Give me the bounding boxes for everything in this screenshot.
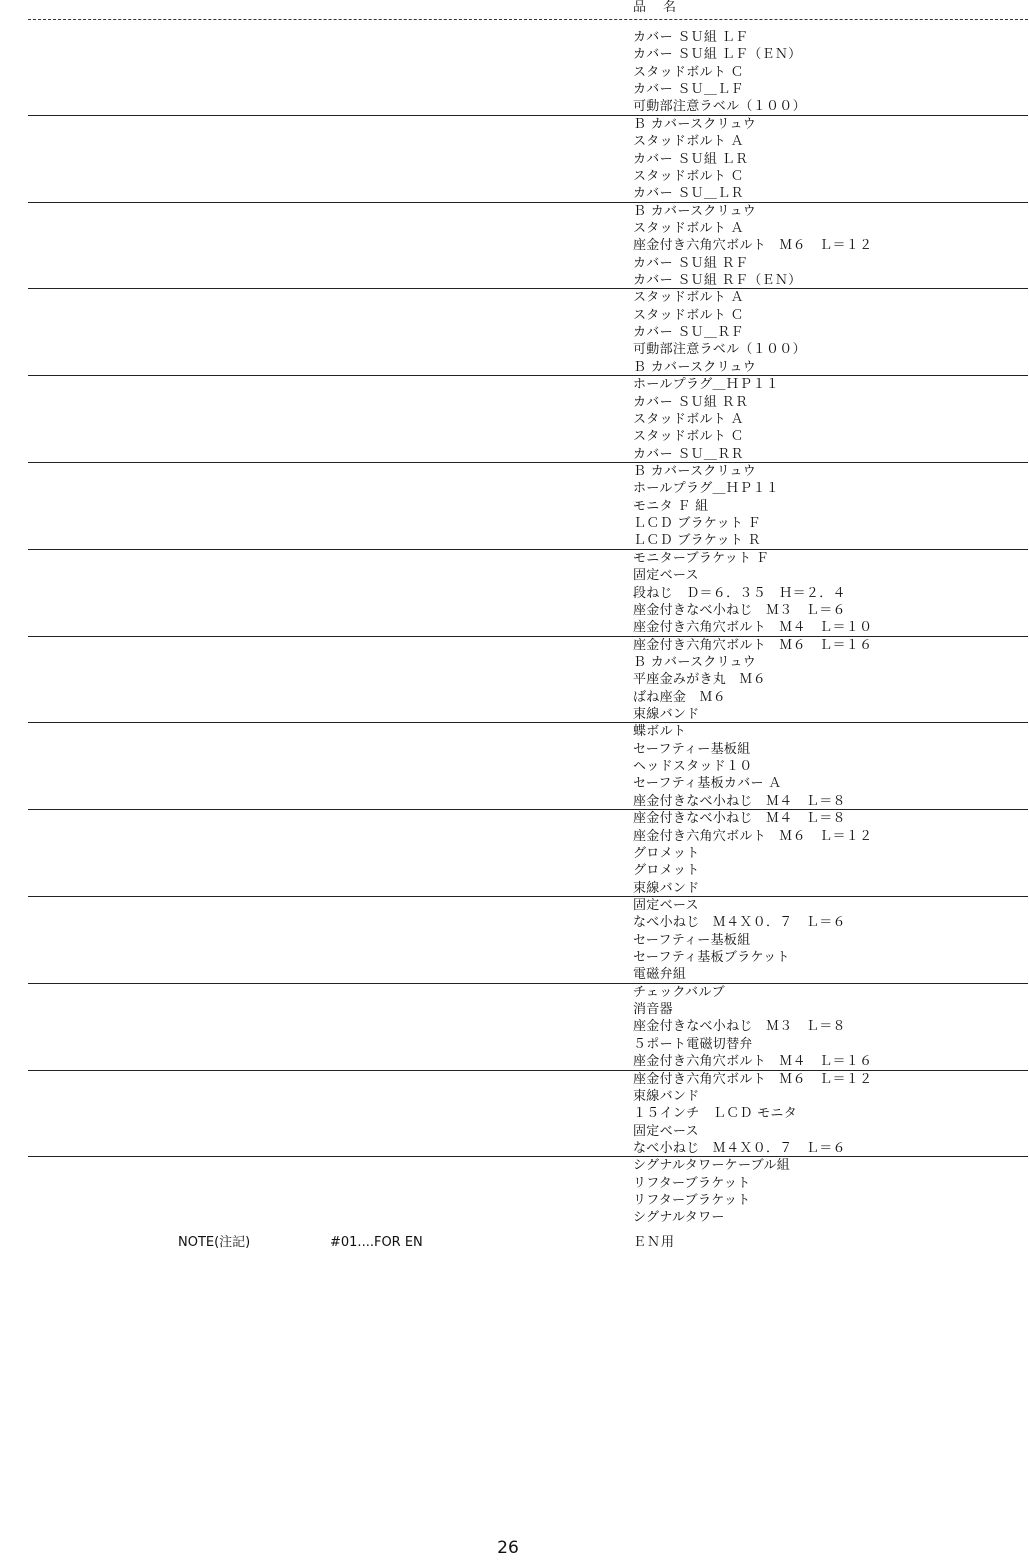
part-name-item: スタッドボルト Ａ — [633, 220, 744, 236]
part-name-item: ＬＣＤ ブラケット Ｆ — [633, 516, 761, 532]
part-name-item: モニターブラケット Ｆ — [633, 550, 770, 566]
part-name-item: 可動部注意ラベル（１００） — [633, 342, 806, 358]
part-name-item: 座金付き六角穴ボルト Ｍ６ Ｌ＝１２ — [633, 238, 873, 254]
parts-group — [0, 723, 1029, 810]
part-name-item: リフターブラケット — [633, 1175, 751, 1191]
part-name-item: カバー ＳＵ＿ＲＦ — [633, 325, 744, 341]
part-name-item: 座金付きなべ小ねじ Ｍ３ Ｌ＝６ — [633, 602, 846, 618]
part-name-item: カバー ＳＵ組 ＬＲ — [633, 151, 749, 167]
part-name-item: 固定ベース — [633, 568, 699, 584]
parts-group — [0, 289, 1029, 376]
part-name-item: 固定ベース — [633, 897, 699, 913]
part-name-item: スタッドボルト Ａ — [633, 134, 744, 150]
part-name-item: 蝶ボルト — [633, 724, 687, 740]
part-name-item: 束線バンド — [633, 707, 700, 723]
part-name-item: 束線バンド — [633, 1088, 700, 1104]
parts-group — [0, 29, 1029, 116]
part-name-item: 固定ベース — [633, 1123, 699, 1139]
part-name-item: セーフティ基板ブラケット — [633, 950, 790, 966]
note-text: #01....FOR EN — [330, 1235, 423, 1250]
part-name-item: 座金付き六角穴ボルト Ｍ４ Ｌ＝１０ — [633, 620, 873, 636]
part-name-item: 座金付き六角穴ボルト Ｍ６ Ｌ＝１６ — [633, 637, 873, 653]
parts-group — [0, 463, 1029, 550]
parts-group — [0, 897, 1029, 984]
part-name-item: セーフティー基板組 — [633, 932, 751, 948]
part-name-item: 座金付きなべ小ねじ Ｍ４ Ｌ＝８ — [633, 811, 846, 827]
part-name-item: Ｂ カバースクリュウ — [633, 116, 757, 132]
part-name-item: １５インチ ＬＣＤ モニタ — [633, 1106, 798, 1122]
parts-group — [0, 550, 1029, 637]
part-name-item: 束線バンド — [633, 880, 700, 896]
part-name-item: なべ小ねじ Ｍ４Ｘ０．７ Ｌ＝６ — [633, 915, 846, 931]
part-name-item: ホールプラグ＿ＨＰ１１ — [633, 481, 780, 497]
parts-group — [0, 637, 1029, 724]
part-name-item: Ｂ カバースクリュウ — [633, 359, 757, 375]
parts-group — [0, 116, 1029, 203]
part-name-item: スタッドボルト Ｃ — [633, 429, 744, 445]
part-name-item: セーフティ基板カバー Ａ — [633, 776, 782, 792]
part-name-item: カバー ＳＵ＿ＬＲ — [633, 186, 744, 202]
part-name-item: グロメット — [633, 863, 700, 879]
part-name-item: 可動部注意ラベル（１００） — [633, 99, 806, 115]
part-name-item: 電磁弁組 — [633, 967, 687, 983]
part-name-item: Ｂ カバースクリュウ — [633, 463, 757, 479]
part-name-item: Ｂ カバースクリュウ — [633, 203, 757, 219]
part-name-item: スタッドボルト Ｃ — [633, 168, 744, 184]
part-name-item: スタッドボルト Ｃ — [633, 64, 744, 80]
parts-group — [0, 1157, 1029, 1244]
part-name-item: カバー ＳＵ組 ＲＲ — [633, 394, 749, 410]
part-name-item: カバー ＳＵ＿ＬＦ — [633, 82, 744, 98]
part-name-item: カバー ＳＵ組 ＬＦ（ＥＮ） — [633, 47, 802, 63]
part-name-item: セーフティー基板組 — [633, 741, 751, 757]
part-name-item: カバー ＳＵ組 ＬＦ — [633, 30, 749, 45]
part-name-item: シグナルタワーケーブル組 — [633, 1158, 791, 1174]
part-name-item: スタッドボルト Ｃ — [633, 307, 744, 323]
part-name-item: ばね座金 Ｍ６ — [633, 689, 727, 705]
parts-list — [0, 29, 1029, 1244]
part-name-item: チェックバルブ — [633, 984, 725, 1000]
part-name-item: ５ポート電磁切替弁 — [633, 1036, 753, 1052]
part-name-item: ホールプラグ＿ＨＰ１１ — [633, 377, 780, 393]
part-name-item: カバー ＳＵ＿ＲＲ — [633, 446, 744, 462]
note-japanese: ＥＮ用 — [633, 1235, 676, 1250]
parts-group — [0, 203, 1029, 290]
part-name-item: スタッドボルト Ａ — [633, 290, 744, 306]
part-name-item: 座金付き六角穴ボルト Ｍ６ Ｌ＝１２ — [633, 1071, 873, 1087]
part-name-item: カバー ＳＵ組 ＲＦ（ＥＮ） — [633, 273, 802, 289]
part-name-item: グロメット — [633, 845, 700, 861]
header-divider — [28, 19, 1028, 20]
part-name-item: カバー ＳＵ組 ＲＦ — [633, 255, 749, 271]
part-name-item: 座金付きなべ小ねじ Ｍ４ Ｌ＝８ — [633, 793, 846, 809]
part-name-item: シグナルタワー — [633, 1210, 725, 1226]
page-number: 26 — [497, 1538, 519, 1558]
part-name-item: ＬＣＤ ブラケット Ｒ — [633, 533, 761, 549]
parts-group — [0, 1071, 1029, 1158]
part-name-item: Ｂ カバースクリュウ — [633, 654, 757, 670]
note-label: NOTE(注記) — [178, 1235, 251, 1250]
part-name-item: 平座金みがき丸 Ｍ６ — [633, 672, 767, 688]
part-name-item: スタッドボルト Ａ — [633, 411, 744, 427]
part-name-item: 消音器 — [633, 1002, 673, 1018]
part-name-item: 座金付き六角穴ボルト Ｍ６ Ｌ＝１２ — [633, 828, 873, 844]
part-name-item: モニタ Ｆ 組 — [633, 498, 709, 514]
parts-group — [0, 376, 1029, 463]
parts-group — [0, 984, 1029, 1071]
part-name-item: なべ小ねじ Ｍ４Ｘ０．７ Ｌ＝６ — [633, 1141, 846, 1156]
column-header-part-name: 品 名 — [633, 0, 679, 15]
part-name-item: ヘッドスタッド１０ — [633, 759, 753, 775]
part-name-item: 段ねじ Ｄ＝６．３５ Ｈ＝２．４ — [633, 585, 846, 601]
part-name-item: 座金付き六角穴ボルト Ｍ４ Ｌ＝１６ — [633, 1054, 873, 1070]
part-name-item: リフターブラケット — [633, 1193, 751, 1209]
parts-group — [0, 810, 1029, 897]
part-name-item: 座金付きなべ小ねじ Ｍ３ Ｌ＝８ — [633, 1019, 846, 1035]
